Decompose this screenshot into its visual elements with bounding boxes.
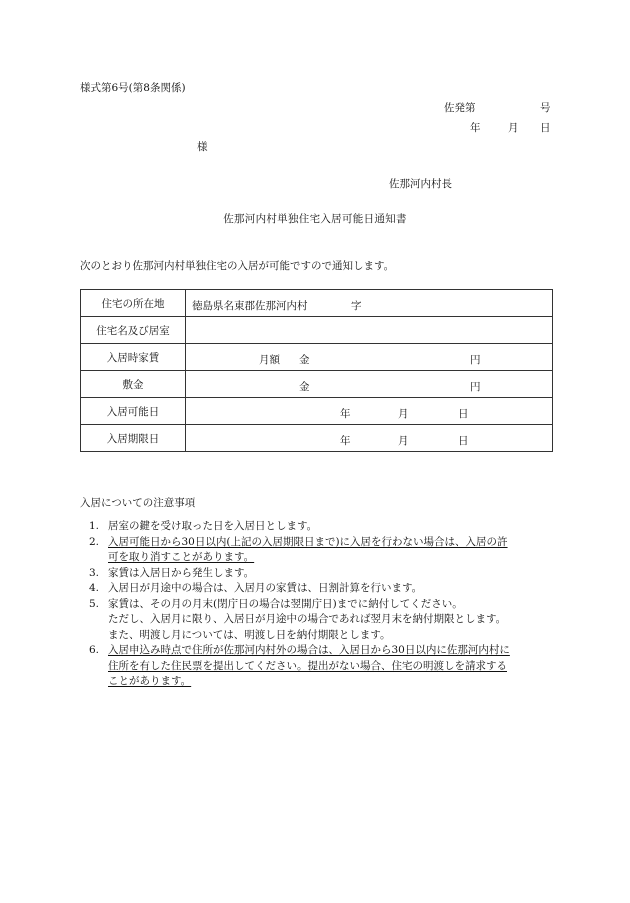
note-number: 5. [89, 597, 100, 610]
address-aza: 字 [351, 300, 362, 312]
date-year-label: 年 [470, 122, 481, 134]
note-line: ただし、入居月に限り、入居日が月途中の場合であれば翌月末を納付期限とします。 [108, 613, 507, 625]
note-number: 1. [89, 520, 100, 532]
rent-kin-label: 金 [299, 354, 310, 366]
note-line: 家賃は、その月の月末(閉庁日の場合は翌開庁日)までに納付してください。 [108, 597, 463, 610]
intro-text: 次のとおり佐那河内村単独住宅の入居が可能ですので通知します。 [80, 260, 395, 272]
label-available-date: 入居可能日 [81, 398, 186, 425]
deposit-yen-label: 円 [470, 381, 481, 393]
deposit-kin-label: 金 [299, 381, 310, 393]
note-line: 家賃は入居日から発生します。 [108, 566, 255, 579]
deadline-day-label: 日 [458, 435, 469, 447]
available-day-label: 日 [458, 408, 469, 420]
note-number: 3. [89, 566, 100, 579]
deadline-month-label: 月 [398, 435, 409, 447]
value-rent [186, 344, 553, 371]
notes-heading: 入居についての注意事項 [80, 497, 196, 509]
rent-monthly-label: 月額 [259, 354, 280, 366]
note-line: 住所を有した住民票を提出してください。提出がない場合、住宅の明渡しを請求する [108, 659, 507, 672]
value-available-date [186, 398, 553, 425]
label-rent: 入居時家賃 [81, 344, 186, 371]
date-month-label: 月 [508, 122, 519, 134]
label-location: 住宅の所在地 [81, 290, 186, 317]
value-deposit [186, 371, 553, 398]
note-item-6 [80, 643, 560, 690]
note-number: 6. [89, 644, 100, 656]
note-line: 入居申込み時点で住所が佐那河内村外の場合は、入居日から30日以内に佐那河内村に [108, 644, 510, 656]
note-line: また、明渡し月については、明渡し日を納付期限とします。 [108, 628, 391, 641]
table-row-rent [81, 344, 553, 371]
note-number: 2. [89, 535, 100, 548]
document-title: 佐那河内村単独住宅入居可能日通知書 [223, 213, 407, 225]
note-line: 入居可能日から30日以内(上記の入居期限日まで)に入居を行わない場合は、入居の許 [108, 535, 508, 548]
addressee-honorific: 様 [197, 141, 208, 153]
note-line: 居室の鍵を受け取った日を入居日とします。 [108, 520, 318, 532]
available-year-label: 年 [340, 408, 351, 420]
value-room [186, 317, 553, 344]
doc-number-suffix: 号 [540, 102, 551, 114]
note-item-2 [80, 535, 560, 566]
table-row-deposit [81, 371, 553, 398]
table-row-available-date [81, 398, 553, 425]
date-day-label: 日 [540, 122, 551, 134]
table-row-room [81, 317, 553, 344]
table-row-deadline-date [81, 425, 553, 452]
notes-list [80, 519, 560, 690]
form-id: 様式第6号(第8条関係) [80, 82, 186, 94]
note-line: 可を取り消すことがあります。 [108, 551, 255, 563]
address-prefix: 徳島県名東郡佐那河内村 [192, 300, 308, 312]
note-number: 4. [89, 582, 100, 594]
rent-yen-label: 円 [470, 354, 481, 366]
label-deadline-date: 入居期限日 [81, 425, 186, 452]
label-deposit: 敷金 [81, 371, 186, 398]
table-row-location [81, 290, 553, 317]
label-room: 住宅名及び居室 [81, 317, 186, 344]
housing-info-table [80, 289, 553, 452]
note-item-5 [80, 597, 560, 644]
note-item-4 [80, 581, 560, 597]
doc-number-label: 佐発第 [444, 102, 476, 114]
note-line: 入居日が月途中の場合は、入居月の家賃は、日割計算を行います。 [108, 582, 423, 594]
available-month-label: 月 [398, 408, 409, 420]
note-line: ことがあります。 [108, 675, 192, 687]
note-item-3 [80, 566, 560, 582]
note-item-1 [80, 519, 560, 535]
value-location [186, 290, 553, 317]
deadline-year-label: 年 [340, 435, 351, 447]
sender-name: 佐那河内村長 [389, 178, 452, 190]
value-deadline-date [186, 425, 553, 452]
